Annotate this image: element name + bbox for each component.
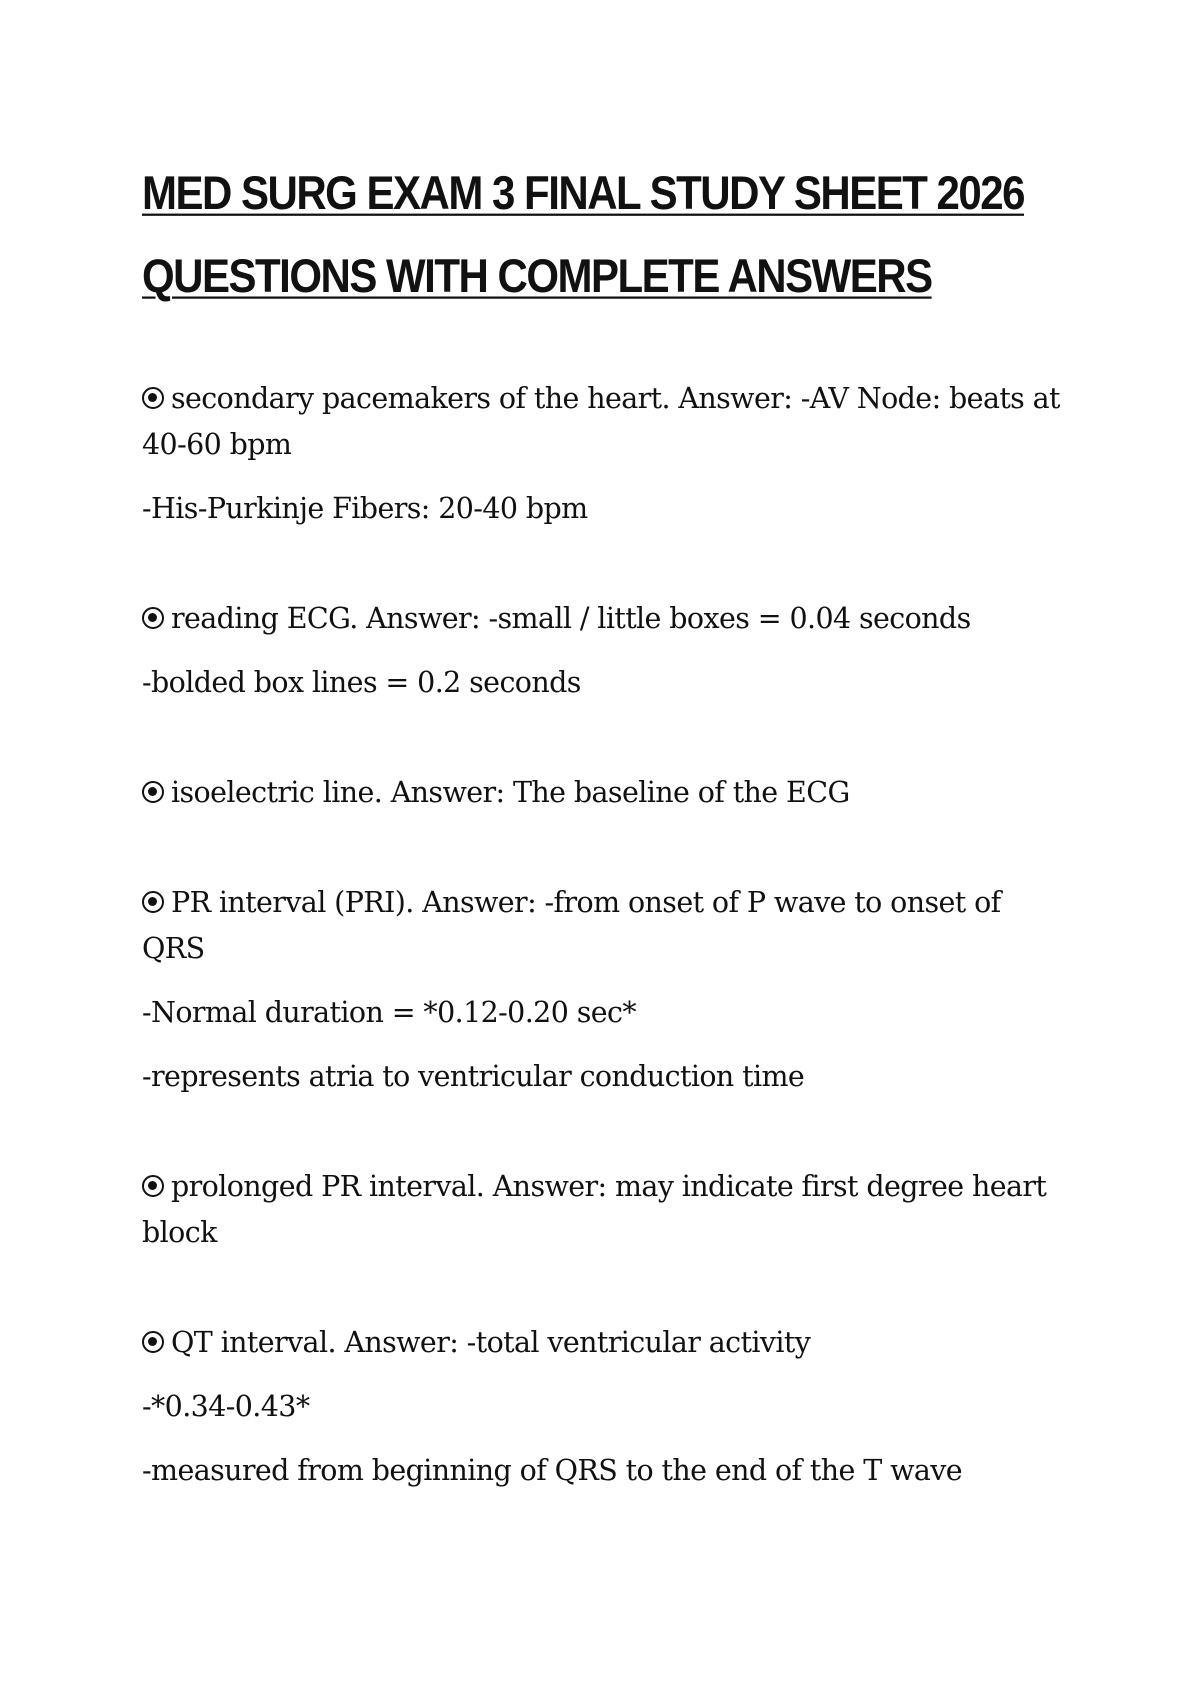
- title-line-2: QUESTIONS WITH COMPLETE ANSWERS: [142, 249, 932, 303]
- qa-item: [142, 596, 1062, 706]
- question-text: secondary pacemakers of the heart. Answer: -AV Node: beats at 40-60 bpm: [142, 382, 1060, 461]
- question-line: [142, 1164, 1062, 1256]
- qa-item: [142, 1164, 1062, 1256]
- radio-bullet-icon: [142, 607, 164, 629]
- radio-bullet-icon: [142, 781, 164, 803]
- qa-item: [142, 880, 1062, 1100]
- answer-line: -*0.34-0.43*: [142, 1390, 310, 1423]
- question-text: PR interval (PRI). Answer: -from onset of P wave to onset of QRS: [142, 886, 1001, 965]
- question-text: prolonged PR interval. Answer: may indicate first degree heart block: [142, 1170, 1047, 1249]
- radio-bullet-icon: [142, 1175, 164, 1197]
- answer-line: -measured from beginning of QRS to the end of the T wave: [142, 1454, 963, 1487]
- question-line: [142, 376, 1062, 468]
- question-line: [142, 596, 1062, 642]
- qa-item: [142, 770, 1062, 816]
- radio-bullet-icon: [142, 1331, 164, 1353]
- question-text: reading ECG. Answer: -small / little boxes = 0.04 seconds: [171, 602, 971, 635]
- question-line: [142, 880, 1062, 972]
- qa-list: [142, 376, 1062, 1558]
- question-text: isoelectric line. Answer: The baseline of the ECG: [171, 776, 850, 809]
- question-line: [142, 770, 1062, 816]
- answer-line: -bolded box lines = 0.2 seconds: [142, 666, 581, 699]
- qa-item: [142, 1320, 1062, 1494]
- answer-line: -Normal duration = *0.12-0.20 sec*: [142, 996, 636, 1029]
- answer-line: -His-Purkinje Fibers: 20-40 bpm: [142, 492, 588, 525]
- qa-item: [142, 376, 1062, 532]
- answer-line: -represents atria to ventricular conduction time: [142, 1060, 805, 1093]
- question-text: QT interval. Answer: -total ventricular activity: [171, 1326, 811, 1359]
- radio-bullet-icon: [142, 387, 164, 409]
- question-line: [142, 1320, 1062, 1366]
- radio-bullet-icon: [142, 891, 164, 913]
- document-title: [142, 152, 1082, 318]
- title-line-1: MED SURG EXAM 3 FINAL STUDY SHEET 2026: [142, 166, 1024, 220]
